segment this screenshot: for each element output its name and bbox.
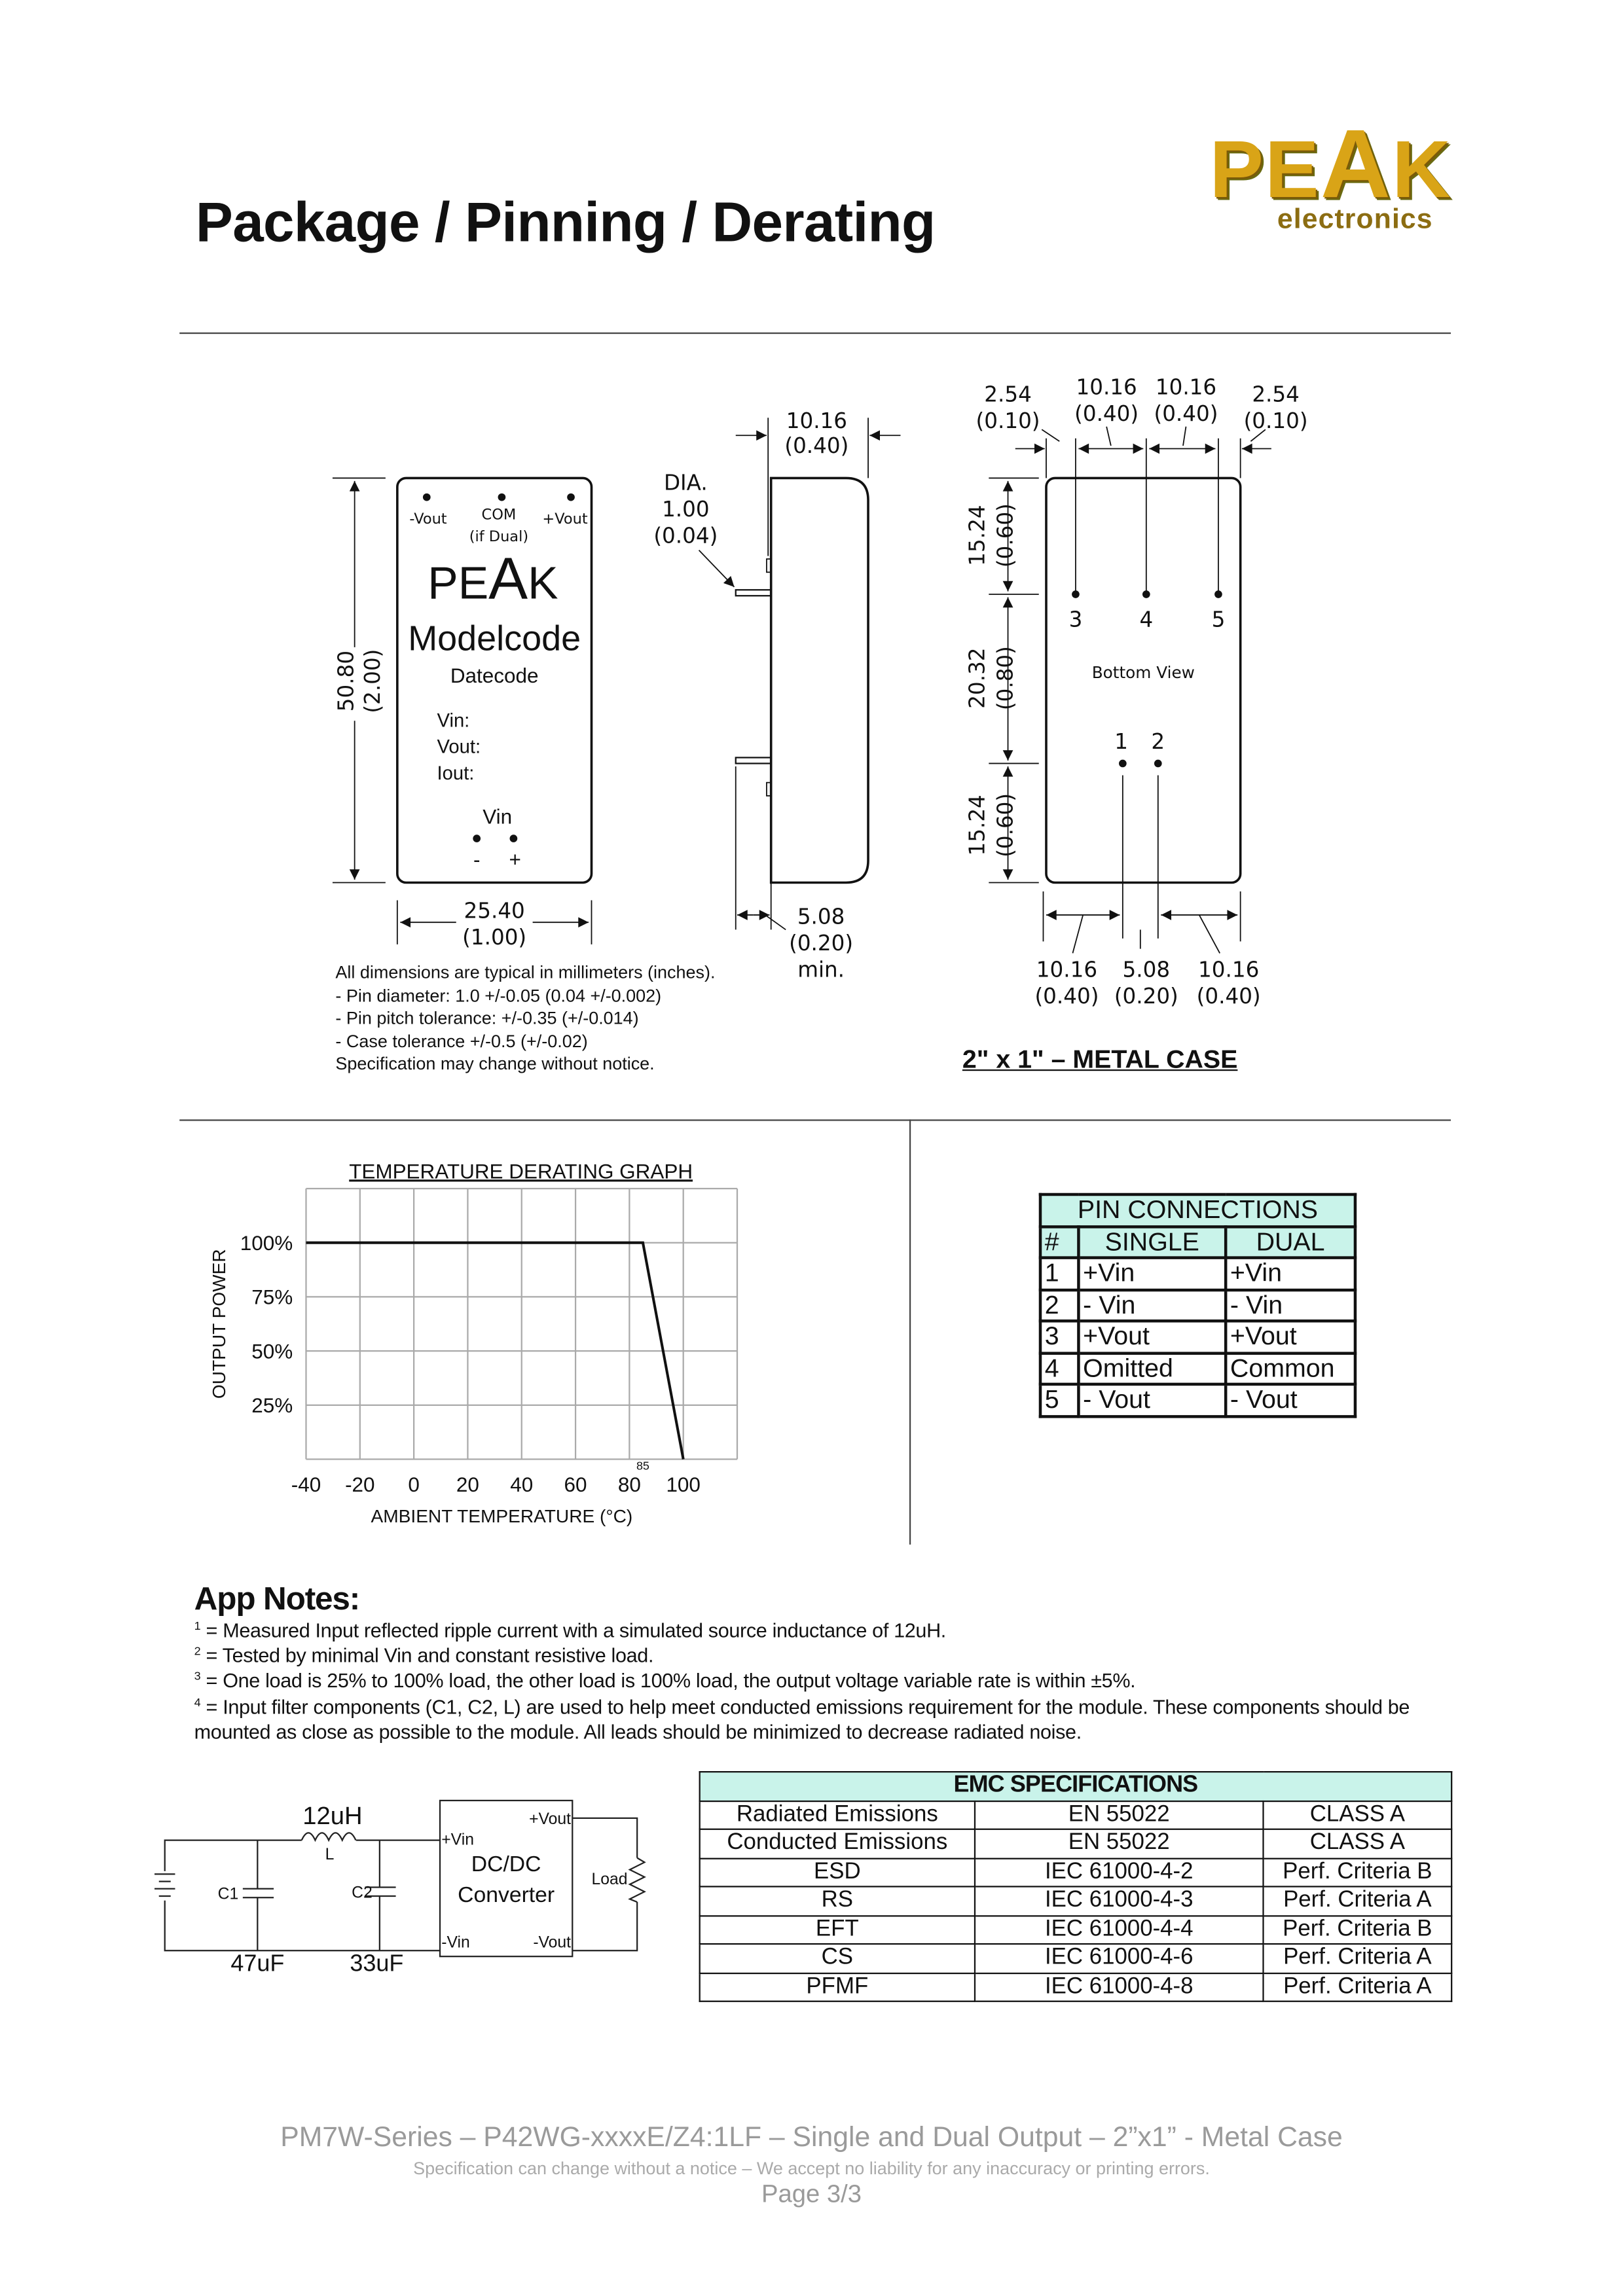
logo-text-k: K bbox=[1392, 123, 1452, 215]
app-note: $^1$ = Measured Input reflected ripple current with a simulated source inductance of 12uH. bbox=[194, 1619, 946, 1642]
pin-number-2: 2 bbox=[1151, 728, 1165, 754]
filter-circuit bbox=[155, 1801, 644, 1956]
emc-test-cell: CS bbox=[700, 1944, 975, 1973]
app-note: $^2$ = Tested by minimal Vin and constant resistive load. bbox=[194, 1645, 654, 1667]
table-row bbox=[700, 1886, 1451, 1915]
x-tick-label: -20 bbox=[345, 1473, 375, 1496]
x-tick-label: 20 bbox=[456, 1473, 479, 1496]
footer-series: PM7W-Series – P42WG-xxxxE/Z4:1LF – Single and Dual Output – 2”x1” - Metal Case bbox=[280, 2123, 1343, 2154]
y-tick-label: 75% bbox=[251, 1285, 293, 1309]
dimension-note: Specification may change without notice. bbox=[335, 1054, 655, 1075]
derating-chart bbox=[240, 1189, 737, 1496]
width-mm: 25.40 bbox=[464, 898, 525, 924]
c1-value: 47uF bbox=[230, 1949, 285, 1977]
emc-standard-cell: IEC 61000-4-2 bbox=[975, 1858, 1264, 1887]
emc-class-cell: Perf. Criteria A bbox=[1263, 1944, 1451, 1973]
top-dim-2-in: (0.40) bbox=[1074, 401, 1139, 426]
c2-label: C2 bbox=[352, 1884, 373, 1902]
x-tick-label: 100 bbox=[666, 1473, 701, 1496]
pin-connections-table bbox=[1039, 1193, 1357, 1418]
dimension-note: - Pin pitch tolerance: +/-0.35 (+/-0.014) bbox=[335, 1007, 639, 1029]
side-view-case bbox=[771, 478, 868, 882]
footer-disclaimer: Specification can change without a notice – We accept no liability for any inaccuracy or printing errors. bbox=[413, 2158, 1210, 2179]
emc-standard-cell: EN 55022 bbox=[975, 1829, 1264, 1858]
c2-value: 33uF bbox=[350, 1949, 404, 1977]
bottom-dim-3-in: (0.40) bbox=[1196, 983, 1261, 1009]
pin-col-dual: DUAL bbox=[1226, 1226, 1355, 1257]
side-dim-1-mm: 15.24 bbox=[964, 505, 990, 566]
case-field-iout: Iout: bbox=[437, 763, 475, 785]
pin-label-if-dual: (if Dual) bbox=[469, 528, 529, 546]
converter-line1: DC/DC bbox=[471, 1851, 541, 1876]
top-dim-4-in: (0.10) bbox=[1243, 408, 1308, 434]
bottom-dim-2-in: (0.20) bbox=[1114, 983, 1178, 1009]
dimension-notes bbox=[335, 962, 715, 1077]
y-tick-label: 25% bbox=[251, 1394, 293, 1418]
table-row bbox=[700, 1829, 1451, 1858]
emc-class-cell: CLASS A bbox=[1263, 1801, 1451, 1829]
table-row bbox=[700, 1944, 1451, 1973]
chart-x-label: AMBIENT TEMPERATURE (°C) bbox=[371, 1506, 633, 1527]
pin-col-single: SINGLE bbox=[1078, 1226, 1226, 1257]
bottom-dim-2-mm: 5.08 bbox=[1122, 957, 1171, 982]
emc-test-cell: PFMF bbox=[700, 1973, 975, 2001]
table-row: 3 +Vout +Vout bbox=[1040, 1321, 1355, 1352]
x-tick-label: 40 bbox=[510, 1473, 534, 1496]
case-brand: PEAK bbox=[428, 546, 558, 612]
table-row: 5 - Vout - Vout bbox=[1040, 1384, 1355, 1416]
dimension-note: - Pin diameter: 1.0 +/-0.05 (0.04 +/-0.002) bbox=[335, 984, 662, 1006]
c1-label: C1 bbox=[217, 1885, 239, 1903]
bottom-dim-1-in: (0.40) bbox=[1034, 983, 1099, 1009]
top-dim-2-mm: 10.16 bbox=[1076, 374, 1137, 400]
dia-mm: 1.00 bbox=[662, 496, 710, 522]
table-row: 4 Omitted Common bbox=[1040, 1353, 1355, 1384]
pin-number-1: 1 bbox=[1114, 728, 1128, 754]
bottom-dim-3-mm: 10.16 bbox=[1198, 957, 1260, 982]
emc-table-title: EMC SPECIFICATIONS bbox=[700, 1772, 1451, 1801]
pin-table-title: PIN CONNECTIONS bbox=[1040, 1194, 1355, 1226]
emc-standard-cell: IEC 61000-4-3 bbox=[975, 1886, 1264, 1915]
emc-class-cell: Perf. Criteria B bbox=[1263, 1858, 1451, 1887]
dimension-note: - Case tolerance +/-0.5 (+/-0.02) bbox=[335, 1031, 588, 1052]
app-notes-title: App Notes: bbox=[194, 1579, 360, 1617]
y-tick-label: 100% bbox=[240, 1231, 293, 1255]
top-dim-1-in: (0.10) bbox=[976, 408, 1040, 434]
x-tick-label: 60 bbox=[564, 1473, 587, 1496]
emc-test-cell: Conducted Emissions bbox=[700, 1829, 975, 1858]
case-field-vout: Vout: bbox=[437, 736, 481, 758]
annotation-85: 85 bbox=[636, 1459, 649, 1473]
emc-standard-cell: IEC 61000-4-8 bbox=[975, 1973, 1264, 2001]
table-row: 2 - Vin - Vin bbox=[1040, 1289, 1355, 1321]
side-dim-3-mm: 15.24 bbox=[964, 795, 990, 856]
bottom-dim-1-mm: 10.16 bbox=[1036, 957, 1098, 982]
x-tick-label: 0 bbox=[408, 1473, 420, 1496]
bottom-view-label: Bottom View bbox=[1091, 663, 1195, 683]
case-datecode: Datecode bbox=[450, 664, 539, 687]
top-dim-3-mm: 10.16 bbox=[1155, 374, 1217, 400]
emc-class-cell: Perf. Criteria B bbox=[1263, 1915, 1451, 1944]
table-row bbox=[700, 1915, 1451, 1944]
emc-specifications-table bbox=[699, 1771, 1453, 2002]
emc-test-cell: RS bbox=[700, 1886, 975, 1915]
case-modelcode: Modelcode bbox=[408, 619, 581, 658]
emc-standard-cell: EN 55022 bbox=[975, 1801, 1264, 1829]
plus-vin-label: +Vin bbox=[441, 1831, 474, 1849]
load-label: Load bbox=[591, 1871, 628, 1889]
minus-vin-label: -Vin bbox=[441, 1933, 470, 1952]
logo-text-pe: PE bbox=[1209, 123, 1321, 215]
case-field-vin: Vin: bbox=[437, 710, 470, 732]
pin-label-minus-vout: -Vout bbox=[409, 511, 447, 528]
table-row: 1 +Vin +Vin bbox=[1040, 1258, 1355, 1289]
pin-length-note: min. bbox=[797, 957, 845, 982]
footer-page-number: Page 3/3 bbox=[761, 2179, 862, 2208]
dimension-note: All dimensions are typical in millimeters (inches). bbox=[335, 961, 716, 983]
chart-title: TEMPERATURE DERATING GRAPH bbox=[349, 1160, 693, 1183]
inductor-symbol bbox=[302, 1833, 356, 1840]
inductor-label: L bbox=[325, 1845, 335, 1863]
top-dim-3-in: (0.40) bbox=[1154, 401, 1218, 426]
dia-label: DIA. bbox=[663, 470, 708, 495]
plus-vout-label: +Vout bbox=[529, 1810, 572, 1828]
table-row bbox=[700, 1858, 1451, 1887]
emc-test-cell: ESD bbox=[700, 1858, 975, 1887]
emc-test-cell: Radiated Emissions bbox=[700, 1801, 975, 1829]
emc-class-cell: Perf. Criteria A bbox=[1263, 1886, 1451, 1915]
pin-length-mm: 5.08 bbox=[797, 904, 845, 929]
chart-y-label: OUTPUT POWER bbox=[208, 1249, 229, 1399]
case-vin-label: Vin bbox=[483, 805, 513, 829]
pin-number-4: 4 bbox=[1139, 607, 1154, 632]
pin-col-number: # bbox=[1040, 1226, 1078, 1257]
top-dim-1-mm: 2.54 bbox=[984, 382, 1032, 407]
width-in: (1.00) bbox=[462, 924, 527, 950]
emc-standard-cell: IEC 61000-4-6 bbox=[975, 1944, 1264, 1973]
height-mm: 50.80 bbox=[333, 650, 359, 712]
side-dim-1-in: (0.60) bbox=[993, 503, 1018, 568]
emc-class-cell: CLASS A bbox=[1263, 1829, 1451, 1858]
table-row bbox=[700, 1801, 1451, 1829]
pin-label-com: COM bbox=[481, 506, 517, 524]
converter-line2: Converter bbox=[458, 1882, 555, 1908]
height-in: (2.00) bbox=[359, 649, 385, 713]
emc-standard-cell: IEC 61000-4-4 bbox=[975, 1915, 1264, 1944]
pin-label-plus-vout: +Vout bbox=[542, 511, 588, 528]
y-tick-label: 50% bbox=[251, 1340, 293, 1363]
top-dim-4-mm: 2.54 bbox=[1252, 382, 1300, 407]
pin-number-5: 5 bbox=[1211, 607, 1226, 632]
side-dim-2-in: (0.80) bbox=[993, 646, 1018, 711]
page-title: Package / Pinning / Derating bbox=[195, 192, 936, 255]
inductor-value: 12uH bbox=[302, 1801, 363, 1830]
emc-test-cell: EFT bbox=[700, 1915, 975, 1944]
table-row bbox=[700, 1973, 1451, 2001]
case-vin-minus: - bbox=[473, 848, 481, 871]
load-resistor-symbol bbox=[630, 1858, 644, 1902]
side-dim-3-in: (0.60) bbox=[993, 793, 1018, 857]
app-note: $^4$ = Input filter components (C1, C2, L) are used to help meet conducted emissions requirement for the module. These components should be mounted as close as possible to the module. All leads should be minimized to decrease radiated noise. bbox=[194, 1695, 1410, 1743]
logo-text-a: A bbox=[1320, 109, 1393, 218]
app-notes-list bbox=[194, 1618, 1460, 1744]
logo-subtitle: electronics bbox=[1277, 204, 1433, 236]
depth-in: (0.40) bbox=[784, 433, 849, 459]
case-type-title: 2" x 1" – METAL CASE bbox=[962, 1044, 1238, 1074]
x-tick-label: -40 bbox=[291, 1473, 321, 1496]
app-note: $^3$ = One load is 25% to 100% load, the other load is 100% load, the output voltage variable rate is within ±5%. bbox=[194, 1670, 1136, 1693]
dia-in: (0.04) bbox=[653, 523, 718, 548]
depth-mm: 10.16 bbox=[786, 408, 848, 434]
side-dim-2-mm: 20.32 bbox=[964, 647, 990, 709]
minus-vout-label: -Vout bbox=[533, 1933, 572, 1952]
pin-number-3: 3 bbox=[1068, 607, 1083, 632]
emc-class-cell: Perf. Criteria A bbox=[1263, 1973, 1451, 2001]
x-tick-label: 80 bbox=[617, 1473, 641, 1496]
case-vin-plus: + bbox=[509, 848, 521, 871]
pin-length-in: (0.20) bbox=[789, 930, 854, 956]
